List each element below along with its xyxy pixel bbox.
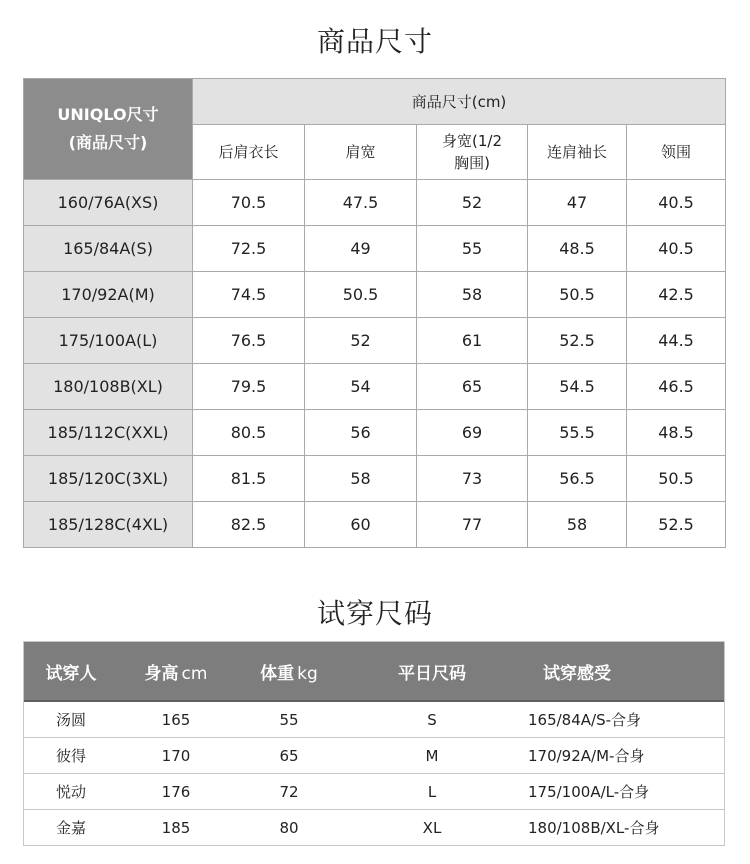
size-value-cell: 77 <box>417 502 528 548</box>
size-value-cell: 61 <box>417 318 528 364</box>
size-value-cell: 74.5 <box>193 272 305 318</box>
size-value-cell: 42.5 <box>627 272 726 318</box>
header-weight-label: 体重 <box>260 663 295 684</box>
trial-cell-usual-size: XL <box>422 818 442 837</box>
column-header: 连肩袖长 <box>528 125 627 180</box>
trial-cell-weight: 55 <box>279 710 299 729</box>
trial-row <box>24 773 724 809</box>
size-value-cell: 54.5 <box>528 364 627 410</box>
trial-cell-height: 185 <box>161 818 191 837</box>
size-label-cell: 170/92A(M) <box>24 272 193 318</box>
trial-cell-height: 170 <box>161 746 191 765</box>
size-value-cell: 81.5 <box>193 456 305 502</box>
trial-cell-usual-size: M <box>425 746 439 765</box>
size-value-cell: 56.5 <box>528 456 627 502</box>
trial-row <box>24 702 724 737</box>
trial-cell-height: 165 <box>161 710 191 729</box>
size-value-cell: 58 <box>305 456 417 502</box>
size-table <box>23 78 726 548</box>
size-value-cell: 46.5 <box>627 364 726 410</box>
size-row <box>24 318 726 364</box>
size-value-cell: 40.5 <box>627 180 726 226</box>
header-feeling: 试穿感受 <box>543 663 611 684</box>
trial-cell-person: 彼得 <box>55 747 86 765</box>
size-value-cell: 65 <box>417 364 528 410</box>
size-value-cell: 40.5 <box>627 226 726 272</box>
trial-cell-weight: 65 <box>279 746 299 765</box>
trial-cell-feeling: 165/84A/S-合身 <box>528 711 642 729</box>
trial-cell-feeling: 175/100A/L-合身 <box>528 783 650 801</box>
column-header-line: 身宽(1/2 <box>442 132 502 150</box>
size-value-cell: 47 <box>528 180 627 226</box>
size-value-cell: 56 <box>305 410 417 456</box>
size-label-cell: 180/108B(XL) <box>24 364 193 410</box>
column-header <box>417 125 528 180</box>
size-group-header: 商品尺寸(cm) <box>193 79 726 125</box>
size-value-cell: 47.5 <box>305 180 417 226</box>
size-label-cell: 185/112C(XXL) <box>24 410 193 456</box>
trial-cell-usual-size: S <box>427 710 437 729</box>
size-value-cell: 73 <box>417 456 528 502</box>
trial-table <box>23 641 725 846</box>
size-row <box>24 226 726 272</box>
size-value-cell: 72.5 <box>193 226 305 272</box>
corner-line-1: UNIQLO尺寸 <box>57 105 159 124</box>
column-header: 领围 <box>627 125 726 180</box>
header-weight-unit: kg <box>297 663 318 684</box>
size-value-cell: 80.5 <box>193 410 305 456</box>
size-label-cell: 185/120C(3XL) <box>24 456 193 502</box>
size-value-cell: 48.5 <box>627 410 726 456</box>
size-row <box>24 180 726 226</box>
trial-cell-feeling: 180/108B/XL-合身 <box>528 819 660 837</box>
size-value-cell: 76.5 <box>193 318 305 364</box>
size-row <box>24 410 726 456</box>
size-label-cell: 165/84A(S) <box>24 226 193 272</box>
trial-row <box>24 809 724 845</box>
size-value-cell: 55.5 <box>528 410 627 456</box>
size-value-cell: 48.5 <box>528 226 627 272</box>
trial-row <box>24 737 724 773</box>
trial-table-header <box>24 642 724 702</box>
trial-cell-person: 悦动 <box>55 783 86 801</box>
corner-line-2: (商品尺寸) <box>68 133 148 152</box>
trial-section-title: 试穿尺码 <box>316 597 433 630</box>
size-value-cell: 55 <box>417 226 528 272</box>
header-height-label: 身高 <box>144 663 179 684</box>
size-value-cell: 49 <box>305 226 417 272</box>
header-usual-size: 平日尺码 <box>398 663 466 684</box>
size-value-cell: 82.5 <box>193 502 305 548</box>
trial-cell-weight: 72 <box>279 782 299 801</box>
header-height-unit: cm <box>181 663 208 684</box>
size-value-cell: 52.5 <box>528 318 627 364</box>
trial-cell-height: 176 <box>161 782 191 801</box>
size-value-cell: 79.5 <box>193 364 305 410</box>
trial-cell-weight: 80 <box>279 818 299 837</box>
size-value-cell: 70.5 <box>193 180 305 226</box>
size-value-cell: 60 <box>305 502 417 548</box>
size-value-cell: 69 <box>417 410 528 456</box>
size-value-cell: 58 <box>417 272 528 318</box>
size-row <box>24 502 726 548</box>
size-value-cell: 52.5 <box>627 502 726 548</box>
size-table-header-row-1 <box>24 79 726 125</box>
size-row <box>24 364 726 410</box>
trial-cell-feeling: 170/92A/M-合身 <box>528 747 645 765</box>
size-value-cell: 52 <box>305 318 417 364</box>
size-value-cell: 44.5 <box>627 318 726 364</box>
size-value-cell: 52 <box>417 180 528 226</box>
size-label-cell: 185/128C(4XL) <box>24 502 193 548</box>
size-table-corner-header <box>24 79 193 180</box>
size-label-cell: 160/76A(XS) <box>24 180 193 226</box>
size-value-cell: 50.5 <box>627 456 726 502</box>
trial-cell-person: 汤圆 <box>55 711 86 729</box>
size-section-title: 商品尺寸 <box>316 25 433 58</box>
trial-cell-usual-size: L <box>427 782 437 801</box>
column-header: 后肩衣长 <box>193 125 305 180</box>
column-header: 肩宽 <box>305 125 417 180</box>
size-row <box>24 456 726 502</box>
trial-cell-person: 金嘉 <box>55 819 86 837</box>
size-label-cell: 175/100A(L) <box>24 318 193 364</box>
size-row <box>24 272 726 318</box>
size-value-cell: 54 <box>305 364 417 410</box>
size-value-cell: 50.5 <box>528 272 627 318</box>
header-weight <box>234 659 344 684</box>
size-value-cell: 50.5 <box>305 272 417 318</box>
header-height <box>118 659 234 684</box>
column-header-line: 胸围) <box>454 154 490 172</box>
header-person: 试穿人 <box>45 663 97 684</box>
size-value-cell: 58 <box>528 502 627 548</box>
